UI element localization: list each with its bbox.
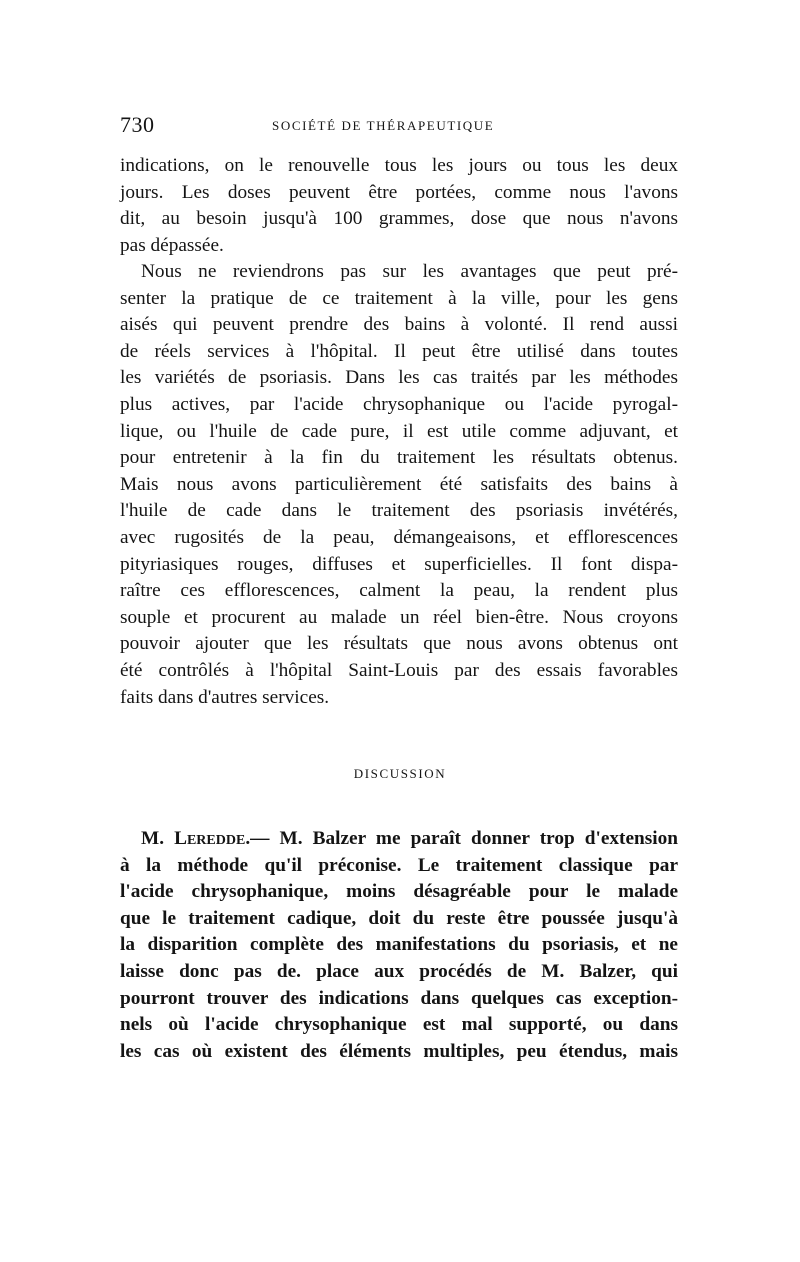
text-line: pityriasiques rouges, diffuses et superficielles. Il font dispa- [120,553,678,575]
text-line: la disparition complète des manifestations du psoriasis, et ne [120,934,678,956]
text-line: dit, au besoin jusqu'à 100 grammes, dose que nous n'avons [120,208,678,230]
text-line: indications, on le renouvelle tous les jours ou tous les deux [120,155,678,176]
text-line: pouvoir ajouter que les résultats que nous avons obtenus ont [120,633,678,655]
paragraph-continuation [120,153,678,259]
speaker-name: Leredde [174,828,246,849]
page-header [120,112,680,142]
text-line: laisse donc pas de. place aux procédés de M. Balzer, qui [120,960,678,982]
text-line: faits dans d'autres services. [120,686,330,708]
text-line: pas dépassée. [120,234,224,256]
page-number: 730 [120,112,155,137]
text-line: à la méthode qu'il préconise. Le traitement classique par [120,854,678,876]
text-line: senter la pratique de ce traitement à la ville, pour les gens [120,287,678,309]
speaker-prefix: M. [141,828,175,849]
section-heading: DISCUSSION [353,766,447,781]
text-line: raître ces efflorescences, calment la peau, la rendent plus [120,580,678,602]
text-line: été contrôlés à l'hôpital Saint-Louis par des essais favorables [120,659,678,681]
text-line: souple et procurent au malade un réel bien-être. Nous croyons [120,606,678,628]
text-line: nels où l'acide chrysophanique est mal supporté, ou dans [120,1014,678,1036]
text-line: lique, ou l'huile de cade pure, il est utile comme adjuvant, et [120,420,678,442]
paragraph-observations [120,259,678,711]
text-line: pour entretenir à la fin du traitement les résultats obtenus. [120,447,678,469]
text-line: les cas où existent des éléments multiples, peu étendus, mais [120,1040,678,1062]
text-line: de réels services à l'hôpital. Il peut être utilisé dans toutes [120,340,678,362]
text-line: avec rugosités de la peau, démangeaisons, et efflorescences [120,526,678,548]
text-line: aisés qui peuvent prendre des bains à volonté. Il rend aussi [120,314,678,336]
discussion-paragraph [120,826,678,1065]
discussion-first-line [120,826,678,853]
text-line: les variétés de psoriasis. Dans les cas traités par les méthodes [120,367,678,389]
text-line: plus actives, par l'acide chrysophanique ou l'acide pyrogal- [120,393,678,415]
text-line: l'huile de cade dans le traitement des psoriasis invétérés, [120,500,678,522]
text-line: pourront trouver des indications dans quelques cas exception- [120,987,678,1009]
text-line: jours. Les doses peuvent être portées, comme nous l'avons [120,181,678,203]
text-line: Nous ne reviendrons pas sur les avantages que peut pré- [141,261,678,282]
text-line: Mais nous avons particulièrement été satisfaits des bains à [120,473,678,495]
text-line: que le traitement cadique, doit du reste être poussée jusqu'à [120,907,678,929]
first-line-text: .— M. Balzer me paraît donner trop d'extension [245,828,678,849]
text-line: l'acide chrysophanique, moins désagréable pour le malade [120,881,678,903]
running-head: SOCIÉTÉ DE THÉRAPEUTIQUE [272,118,495,133]
